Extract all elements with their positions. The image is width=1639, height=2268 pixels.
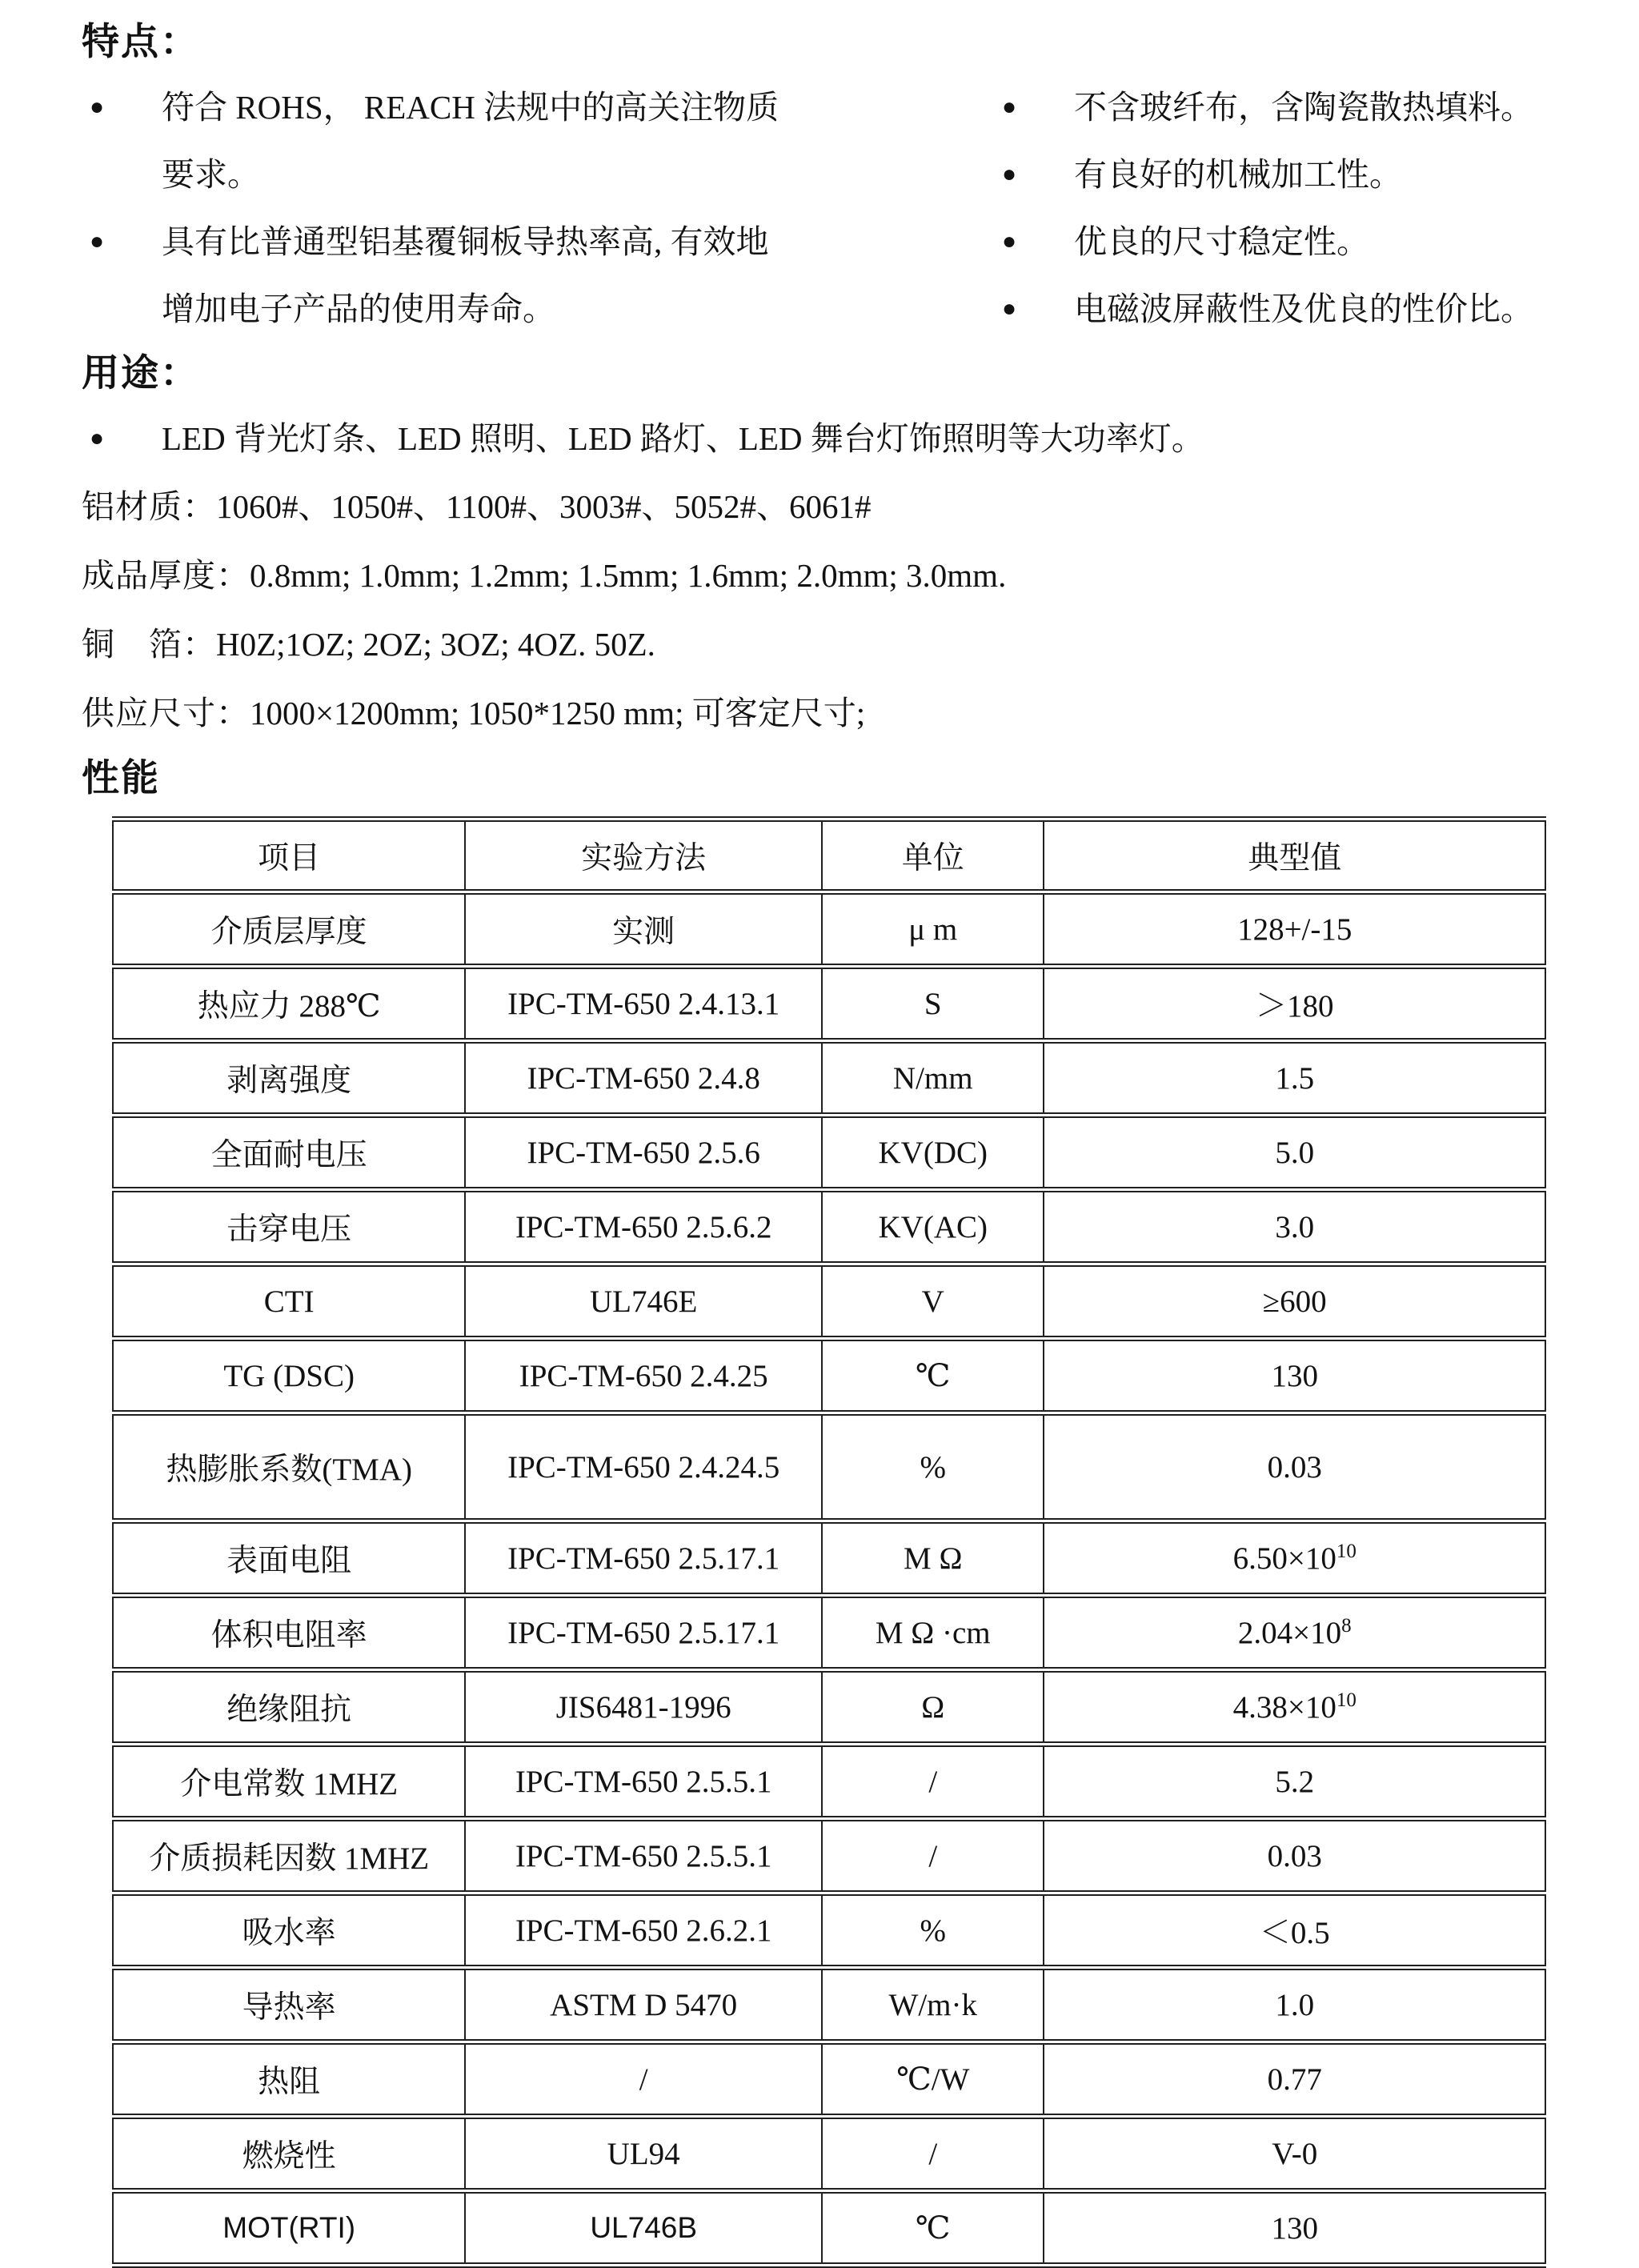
value-text: 0.03 <box>1267 1838 1322 1873</box>
bullet-icon: ● <box>1002 94 1017 120</box>
cell-method: IPC-TM-650 2.6.2.1 <box>465 1893 822 1968</box>
cell-method: IPC-TM-650 2.4.24.5 <box>465 1413 822 1521</box>
cell-item: 介电常数 1MHZ <box>113 1745 465 1819</box>
usage-text <box>162 405 1593 472</box>
features-heading: 特点： <box>82 22 199 63</box>
cell-unit: V <box>822 1264 1044 1339</box>
spec-value: 0.8mm; 1.0mm; 1.2mm; 1.5mm; 1.6mm; 2.0mm; 3.0mm. <box>250 557 1007 594</box>
performance-header-row <box>113 819 1545 892</box>
cell-unit: / <box>822 1819 1044 1893</box>
performance-row <box>113 967 1545 1041</box>
cell-item: TG (DSC) <box>113 1339 465 1413</box>
performance-row <box>113 2191 1545 2266</box>
cell-unit: W/m·k <box>822 1968 1044 2042</box>
value-text: ＜0.5 <box>1259 1916 1330 1950</box>
cell-typical-value <box>1044 2191 1545 2266</box>
performance-row <box>113 1596 1545 1670</box>
cell-method: IPC-TM-650 2.5.6.2 <box>465 1190 822 1264</box>
performance-row <box>113 1670 1545 1745</box>
spec-value: 1000×1200mm; 1050*1250 mm; 可客定尺寸; <box>250 695 866 731</box>
cell-item: 绝缘阻抗 <box>113 1670 465 1745</box>
performance-row <box>113 1521 1545 1596</box>
cell-method: JIS6481-1996 <box>465 1670 822 1745</box>
value-superscript: 10 <box>1336 1540 1356 1562</box>
cell-typical-value <box>1044 2117 1545 2191</box>
feature-item <box>994 275 1593 343</box>
cell-method: UL746E <box>465 1264 822 1339</box>
value-text: ＞180 <box>1255 989 1334 1024</box>
cell-unit: ℃/W <box>822 2042 1044 2117</box>
spec-label: 供应尺寸： <box>82 695 250 731</box>
performance-row <box>113 1339 1545 1413</box>
features-left-list <box>82 74 994 343</box>
cell-item: 击穿电压 <box>113 1190 465 1264</box>
value-text: 3.0 <box>1275 1209 1315 1244</box>
value-text: 130 <box>1271 1358 1318 1393</box>
cell-typical-value <box>1044 967 1545 1041</box>
cell-unit: S <box>822 967 1044 1041</box>
cell-method: IPC-TM-650 2.5.17.1 <box>465 1521 822 1596</box>
performance-row <box>113 1264 1545 1339</box>
cell-item: 热阻 <box>113 2042 465 2117</box>
cell-typical-value <box>1044 1670 1545 1745</box>
column-header-unit: 单位 <box>822 819 1044 892</box>
cell-item: 剥离强度 <box>113 1041 465 1116</box>
usage-line: LED 背光灯条、LED 照明、LED 路灯、LED 舞台灯饰照明等大功率灯。 <box>162 420 1204 457</box>
performance-heading: 性能 <box>82 758 160 799</box>
cell-method: / <box>465 2042 822 2117</box>
column-header-method: 实验方法 <box>465 819 822 892</box>
usage-section <box>82 343 1593 472</box>
cell-item: 燃烧性 <box>113 2117 465 2191</box>
feature-line: 增加电子产品的使用寿命。 <box>162 291 555 327</box>
cell-method: 实测 <box>465 892 822 967</box>
feature-line: 具有比普通型铝基覆铜板导热率高, 有效地 <box>162 223 769 260</box>
cell-typical-value <box>1044 1264 1545 1339</box>
feature-line: 符合 ROHS， REACH 法规中的高关注物质 <box>162 89 779 126</box>
bullet-icon: ● <box>1002 295 1017 322</box>
cell-method: IPC-TM-650 2.4.25 <box>465 1339 822 1413</box>
feature-item <box>82 74 994 208</box>
cell-unit: Ω <box>822 1670 1044 1745</box>
performance-row <box>113 2117 1545 2191</box>
spec-line <box>82 541 1593 610</box>
cell-unit: μ m <box>822 892 1044 967</box>
performance-table <box>112 816 1546 2268</box>
feature-item <box>82 208 994 343</box>
spec-line <box>82 472 1593 541</box>
cell-item: 吸水率 <box>113 1893 465 1968</box>
performance-row <box>113 2042 1545 2117</box>
features-section <box>82 74 1593 343</box>
performance-row <box>113 1413 1545 1521</box>
usage-list <box>82 405 1593 472</box>
value-text: 6.50×10 <box>1232 1541 1336 1576</box>
value-text: 1.5 <box>1275 1060 1315 1096</box>
spec-label: 铝材质： <box>82 488 216 525</box>
column-header-item: 项目 <box>113 819 465 892</box>
cell-method: IPC-TM-650 2.4.13.1 <box>465 967 822 1041</box>
spec-value: 1060#、1050#、1100#、3003#、5052#、6061# <box>216 488 872 525</box>
value-text: ≥600 <box>1262 1284 1327 1319</box>
bullet-icon: ● <box>1002 161 1017 187</box>
cell-typical-value <box>1044 2042 1545 2117</box>
cell-unit: KV(DC) <box>822 1116 1044 1190</box>
cell-method: IPC-TM-650 2.5.5.1 <box>465 1819 822 1893</box>
cell-unit: / <box>822 1745 1044 1819</box>
performance-row <box>113 1041 1545 1116</box>
value-text: 4.38×10 <box>1232 1689 1336 1725</box>
cell-method: UL746B <box>465 2191 822 2266</box>
feature-text <box>162 74 994 208</box>
feature-text <box>162 208 994 343</box>
usage-heading: 用途： <box>82 353 199 395</box>
feature-text <box>1074 275 1593 343</box>
cell-typical-value <box>1044 1413 1545 1521</box>
feature-line: 要求。 <box>162 156 260 193</box>
cell-typical-value <box>1044 1521 1545 1596</box>
feature-text <box>1074 141 1593 208</box>
cell-method: IPC-TM-650 2.4.8 <box>465 1041 822 1116</box>
feature-line: 优良的尺寸稳定性。 <box>1074 223 1369 260</box>
spec-value: H0Z;1OZ; 2OZ; 3OZ; 4OZ. 50Z. <box>216 626 655 663</box>
features-right-list <box>994 74 1593 343</box>
cell-typical-value <box>1044 1190 1545 1264</box>
cell-typical-value <box>1044 892 1545 967</box>
feature-item <box>994 74 1593 141</box>
cell-method: IPC-TM-650 2.5.17.1 <box>465 1596 822 1670</box>
column-header-typical-value: 典型值 <box>1044 819 1545 892</box>
value-text: 130 <box>1271 2210 1318 2246</box>
value-text: V-0 <box>1272 2136 1318 2171</box>
cell-item: 热应力 288℃ <box>113 967 465 1041</box>
cell-typical-value <box>1044 1819 1545 1893</box>
cell-item: 全面耐电压 <box>113 1116 465 1190</box>
cell-typical-value <box>1044 1116 1545 1190</box>
cell-typical-value <box>1044 1968 1545 2042</box>
cell-unit: % <box>822 1413 1044 1521</box>
feature-text <box>1074 208 1593 275</box>
value-text: 2.04×10 <box>1237 1615 1342 1650</box>
performance-row <box>113 892 1545 967</box>
performance-row <box>113 1819 1545 1893</box>
cell-method: UL94 <box>465 2117 822 2191</box>
cell-unit: / <box>822 2117 1044 2191</box>
cell-typical-value <box>1044 1339 1545 1413</box>
cell-item: 介质层厚度 <box>113 892 465 967</box>
value-text: 0.03 <box>1267 1449 1322 1485</box>
cell-unit: M Ω <box>822 1521 1044 1596</box>
bullet-icon: ● <box>1002 228 1017 254</box>
feature-item <box>994 141 1593 208</box>
cell-item: 热膨胀系数(TMA) <box>113 1413 465 1521</box>
cell-item: 介质损耗因数 1MHZ <box>113 1819 465 1893</box>
value-text: 1.0 <box>1275 1987 1315 2022</box>
bullet-icon: ● <box>90 94 105 120</box>
feature-text <box>1074 74 1593 141</box>
cell-unit: ℃ <box>822 1339 1044 1413</box>
feature-line: 不含玻纤布，含陶瓷散热填料。 <box>1074 89 1533 126</box>
value-superscript: 8 <box>1341 1614 1352 1637</box>
performance-row <box>113 1745 1545 1819</box>
bullet-icon: ● <box>90 425 105 451</box>
cell-unit: KV(AC) <box>822 1190 1044 1264</box>
value-text: 5.0 <box>1275 1135 1315 1170</box>
cell-typical-value <box>1044 1041 1545 1116</box>
usage-item <box>82 405 1593 472</box>
cell-item: 体积电阻率 <box>113 1596 465 1670</box>
cell-method: IPC-TM-650 2.5.6 <box>465 1116 822 1190</box>
cell-method: IPC-TM-650 2.5.5.1 <box>465 1745 822 1819</box>
cell-unit: % <box>822 1893 1044 1968</box>
cell-typical-value <box>1044 1745 1545 1819</box>
feature-item <box>994 208 1593 275</box>
spec-line <box>82 679 1593 747</box>
cell-unit: N/mm <box>822 1041 1044 1116</box>
performance-row <box>113 1968 1545 2042</box>
spec-line <box>82 610 1593 679</box>
cell-item: CTI <box>113 1264 465 1339</box>
value-text: 5.2 <box>1275 1764 1315 1799</box>
value-superscript: 10 <box>1336 1689 1356 1711</box>
feature-line: 电磁波屏蔽性及优良的性价比。 <box>1074 291 1533 327</box>
performance-row <box>113 1116 1545 1190</box>
spec-label: 成品厚度： <box>82 557 250 594</box>
spec-lines-section <box>82 472 1593 747</box>
performance-row <box>113 1190 1545 1264</box>
cell-unit: M Ω ·cm <box>822 1596 1044 1670</box>
feature-line: 有良好的机械加工性。 <box>1074 156 1402 193</box>
performance-row <box>113 1893 1545 1968</box>
bullet-icon: ● <box>90 228 105 254</box>
spec-label: 铜 箔： <box>82 626 216 663</box>
cell-typical-value <box>1044 1596 1545 1670</box>
value-text: 0.77 <box>1267 2062 1322 2097</box>
cell-method: ASTM D 5470 <box>465 1968 822 2042</box>
cell-item: 表面电阻 <box>113 1521 465 1596</box>
cell-item: MOT(RTI) <box>113 2191 465 2266</box>
value-text: 128+/-15 <box>1237 912 1352 947</box>
cell-typical-value <box>1044 1893 1545 1968</box>
cell-unit: ℃ <box>822 2191 1044 2266</box>
cell-item: 导热率 <box>113 1968 465 2042</box>
